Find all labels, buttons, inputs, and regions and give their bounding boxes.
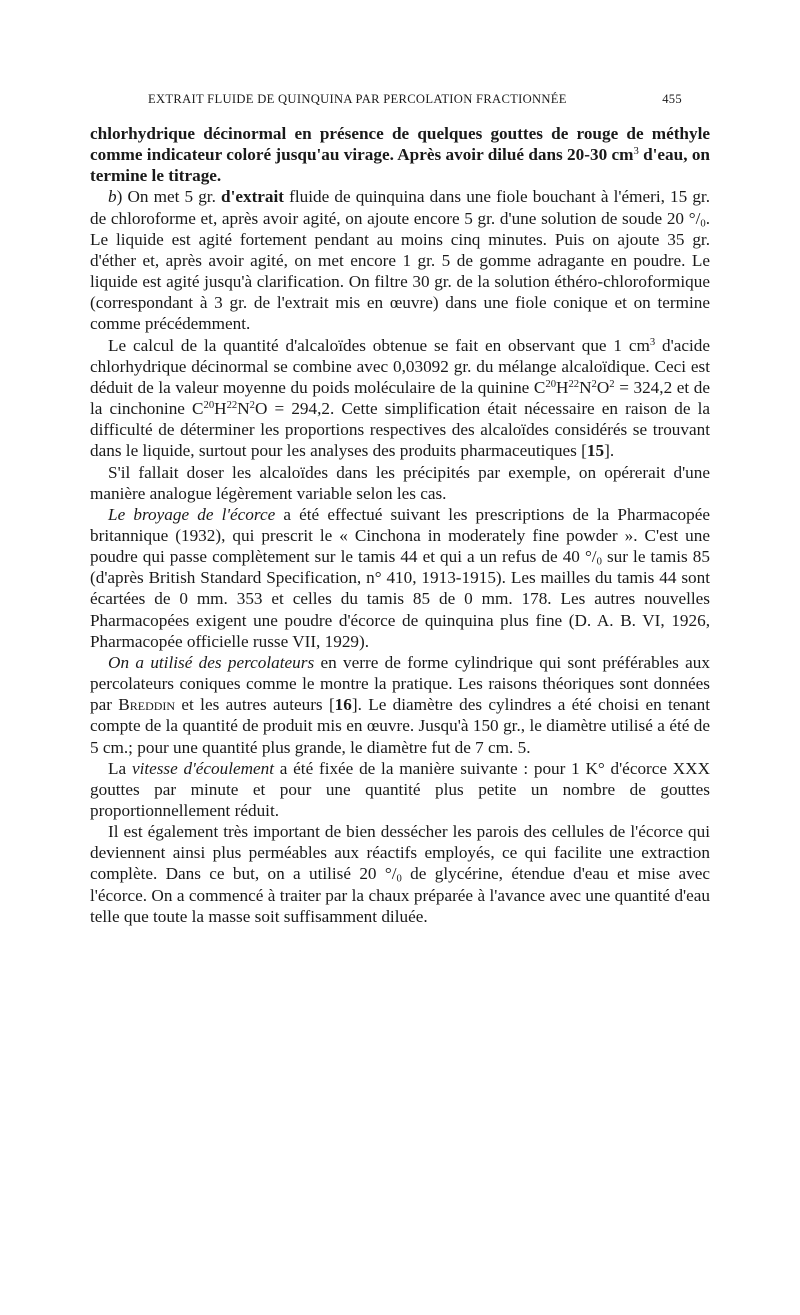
text-run-sup: 22 xyxy=(568,379,580,391)
text-run-i: b xyxy=(108,187,117,207)
text-run: et les autres auteurs [ xyxy=(175,695,335,715)
paragraph xyxy=(90,504,710,652)
text-run: H xyxy=(556,377,569,397)
text-run: d'acide chlorhydrique décinormal se combine avec 0,03092 gr. du mélange alcaloïdique. Ceci est déduit de la valeur moyenne du poids moléculaire de la quinine C xyxy=(90,335,710,397)
text-run: . Le liquide est agité fortement pendant au moins cinq minutes. Puis on ajoute 35 gr. d'éther et, après avoir agité, on met encore 1 gr. 5 de gomme adragante en poudre. Le liquide est agité jusqu'à clarification. On filtre 30 gr. de la solution éthéro-chloroformique (correspondant à 3 gr. de l'extrait mis en œuvre) dans une fiole conique et on termine comme précédemment. xyxy=(90,208,710,334)
text-run-sup: 2 xyxy=(591,379,597,391)
text-run-b: 16 xyxy=(334,695,352,715)
text-run-b: chlorhydrique décinormal en présence de quelques gouttes de rouge de méthyle comme indicateur coloré jusqu'au virage. Après avoir dilué dans 20-30 cm xyxy=(90,124,710,165)
text-run-b: 15 xyxy=(586,441,605,461)
paragraph xyxy=(90,652,710,758)
text-run-sup: 20 xyxy=(203,400,215,412)
text-run: a été effectué suivant les prescriptions de la Pharmacopée britannique (1932), qui prescrit le « Cinchona in moderately fine powder ». C'est une poudre qui passe complètement sur le tamis 44 et qui a un refus de 40 °/ xyxy=(90,504,710,567)
text-run: O xyxy=(596,377,610,397)
text-run: H xyxy=(214,399,227,419)
text-run-sup: 22 xyxy=(226,400,238,412)
paragraph xyxy=(90,462,710,504)
paragraph xyxy=(90,335,710,462)
text-run-sub: 0 xyxy=(396,874,402,886)
text-run: ]. Le diamètre des cylindres a été choisi en tenant compte de la quantité de produit mis en œuvre. Jusqu'à 150 gr., le diamètre utilisé a été de 5 cm.; pour une quantité plus grande, le diamètre fut de 7 cm. 5. xyxy=(90,695,710,757)
text-run: = 324,2 et de la cinchonine C xyxy=(90,377,710,419)
text-run-i: vitesse d'écoulement xyxy=(131,758,275,778)
paragraph xyxy=(90,186,710,334)
text-run-i: Le broyage de l'écorce xyxy=(108,504,276,524)
text-run-sup: 20 xyxy=(545,379,557,391)
paragraph xyxy=(90,123,710,186)
running-header-title: EXTRAIT FLUIDE DE QUINQUINA PAR PERCOLATION FRACTIONNÉE xyxy=(148,92,567,106)
text-run: N xyxy=(237,399,250,419)
text-run: sur le tamis 85 (d'après British Standard Specification, n° 410, 1913-1915). Les mailles du tamis 44 sont écartées de 0 mm. 353 et celles du tamis 85 de 0 mm. 178. Les autres nouvelles Pharmacopées exigent une poudre d'écorce de quinquina plus fine (D. A. B. VI, 1926, Pharmacopée officielle russe VII, 1929). xyxy=(90,547,710,651)
text-run: a été fixée de la manière suivante : pour 1 K° d'écorce XXX gouttes par minute et pour une quantité plus petite un nombre de gouttes proportionnellement réduit. xyxy=(90,758,711,820)
text-run: ]. xyxy=(604,441,615,461)
body-text xyxy=(90,123,710,927)
text-run: Le calcul de la quantité d'alcaloïdes obtenue se fait en observant que 1 cm xyxy=(108,335,650,355)
text-run-sub: 0 xyxy=(596,556,602,568)
text-run-sup: 3 xyxy=(649,336,656,348)
text-run-b: d'eau, on termine le titrage. xyxy=(90,145,710,186)
page-number: 455 xyxy=(662,92,682,106)
text-run: ) On met 5 gr. xyxy=(116,187,222,207)
text-run-sub: 0 xyxy=(700,218,706,230)
text-run: fluide de quinquina dans une fiole bouchant à l'émeri, 15 gr. de chloroforme et, après avoir agité, on ajoute encore 5 gr. d'une solution de soude 20 °/ xyxy=(90,187,711,228)
text-run-i: On a utilisé des percolateurs xyxy=(108,652,315,672)
text-run-sc: Breddin xyxy=(118,695,176,715)
paragraph xyxy=(90,821,710,927)
running-header xyxy=(148,92,682,112)
paragraph xyxy=(90,758,710,821)
text-run: O = 294,2. Cette simplification était nécessaire en raison de la difficulté de déterminer les proportions respectives des alcaloïdes considérés se trouvant dans le liquide, surtout pour les analyses des produits pharmaceutiques [ xyxy=(90,399,710,461)
text-run-sup: 2 xyxy=(609,379,615,391)
text-run-sup: 3 xyxy=(633,146,639,158)
text-run: La xyxy=(108,758,132,778)
text-run-sup: 2 xyxy=(249,400,255,412)
text-run: de glycérine, étendue d'eau et mise avec l'écorce. On a commencé à traiter par la chaux préparée à l'avance avec une quantité d'eau telle que toute la masse soit suffisamment diluée. xyxy=(90,864,711,926)
text-run: S'il fallait doser les alcaloïdes dans les précipités par exemple, on opérerait d'une manière analogue légèrement variable selon les cas. xyxy=(90,462,710,503)
text-run-b: d'extrait xyxy=(221,187,285,207)
text-run: en verre de forme cylindrique qui sont préférables aux percolateurs coniques comme le montre la pratique. Les raisons théoriques sont données par xyxy=(90,652,710,715)
text-run: Il est également très important de bien dessécher les parois des cellules de l'écorce qui deviennent ainsi plus perméables aux réactifs employés, ce qui facilite une extraction complète. Dans ce but, on a utilisé 20 °/ xyxy=(90,822,710,884)
text-run: N xyxy=(579,377,592,397)
